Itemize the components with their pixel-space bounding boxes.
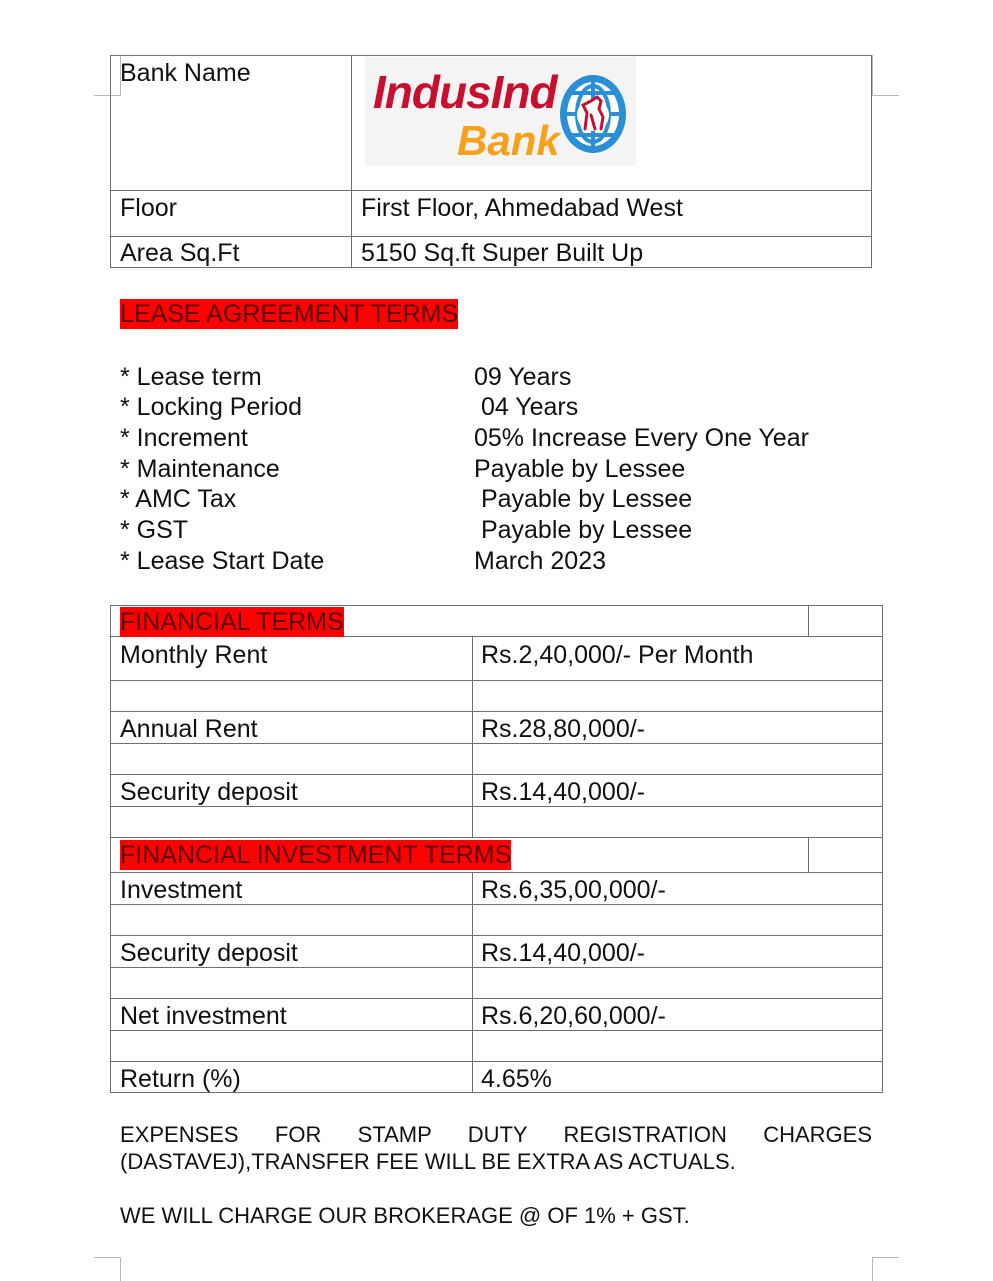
crop-mark-bottom-right [872,1257,899,1281]
table-cell [472,680,883,712]
monthly-rent-label: Monthly Rent [120,641,268,669]
return-label: Return (%) [120,1065,241,1093]
table-cell [472,806,883,838]
table-cell [110,743,473,775]
lease-item-label: * Maintenance [120,455,280,483]
globe-horse-icon [557,71,629,157]
security-deposit-value: Rs.14,40,000/- [481,778,645,806]
table-cell [110,806,473,838]
lease-item-label: * AMC Tax [120,485,237,513]
brokerage-note: WE WILL CHARGE OUR BROKERAGE @ OF 1% + GST. [120,1203,690,1228]
net-investment-label: Net investment [120,1002,287,1030]
floor-label: Floor [120,194,177,222]
lease-item-label: * GST [120,516,189,544]
lease-item-label: * Lease Start Date [120,547,325,575]
lease-item-label: * Increment [120,424,248,452]
annual-rent-label: Annual Rent [120,715,258,743]
bank-logo [365,57,636,166]
lease-item-value: Payable by Lessee [474,455,686,483]
security-deposit-label: Security deposit [120,778,298,806]
lease-item-label: * Lease term [120,363,262,391]
lease-item-value: Payable by Lessee [474,516,693,544]
investment-deposit-label: Security deposit [120,939,298,967]
investment-value: Rs.6,35,00,000/- [481,876,666,904]
table-cell [110,1030,473,1062]
table-cell [472,967,883,999]
logo-word-indusind: IndusInd [373,66,557,118]
financial-terms-heading: FINANCIAL TERMS [120,608,344,636]
lease-item-value: 09 Years [474,363,572,391]
investment-terms-heading: FINANCIAL INVESTMENT TERMS [120,841,512,869]
net-investment-value: Rs.6,20,60,000/- [481,1002,666,1030]
lease-item-value: 04 Years [474,393,579,421]
expenses-note-line1: EXPENSES FOR STAMP DUTY REGISTRATION CHARGES [120,1122,872,1147]
floor-value: First Floor, Ahmedabad West [361,194,683,222]
table-cell [808,605,883,637]
crop-mark-bottom-left [94,1257,121,1281]
lease-item-value: March 2023 [474,547,607,575]
monthly-rent-value: Rs.2,40,000/- Per Month [481,641,754,669]
logo-word-bank: Bank [457,117,560,164]
expenses-note-line2: (DASTAVEJ),TRANSFER FEE WILL BE EXTRA AS ACTUALS. [120,1149,736,1174]
lease-item-label: * Locking Period [120,393,303,421]
table-cell [110,680,473,712]
investment-deposit-value: Rs.14,40,000/- [481,939,645,967]
table-cell [110,967,473,999]
area-value: 5150 Sq.ft Super Built Up [361,239,644,267]
table-cell [472,743,883,775]
table-cell [808,837,883,873]
lease-item-value: 05% Increase Every One Year [474,424,809,452]
table-cell [110,904,473,936]
annual-rent-value: Rs.28,80,000/- [481,715,645,743]
area-label: Area Sq.Ft [120,239,240,267]
lease-terms-heading: LEASE AGREEMENT TERMS [120,300,459,328]
investment-label: Investment [120,876,243,904]
bank-name-label: Bank Name [120,59,251,87]
table-cell [472,904,883,936]
return-value: 4.65% [481,1065,552,1093]
table-cell [472,1030,883,1062]
crop-mark-top-right [872,55,899,96]
lease-item-value: Payable by Lessee [474,485,693,513]
